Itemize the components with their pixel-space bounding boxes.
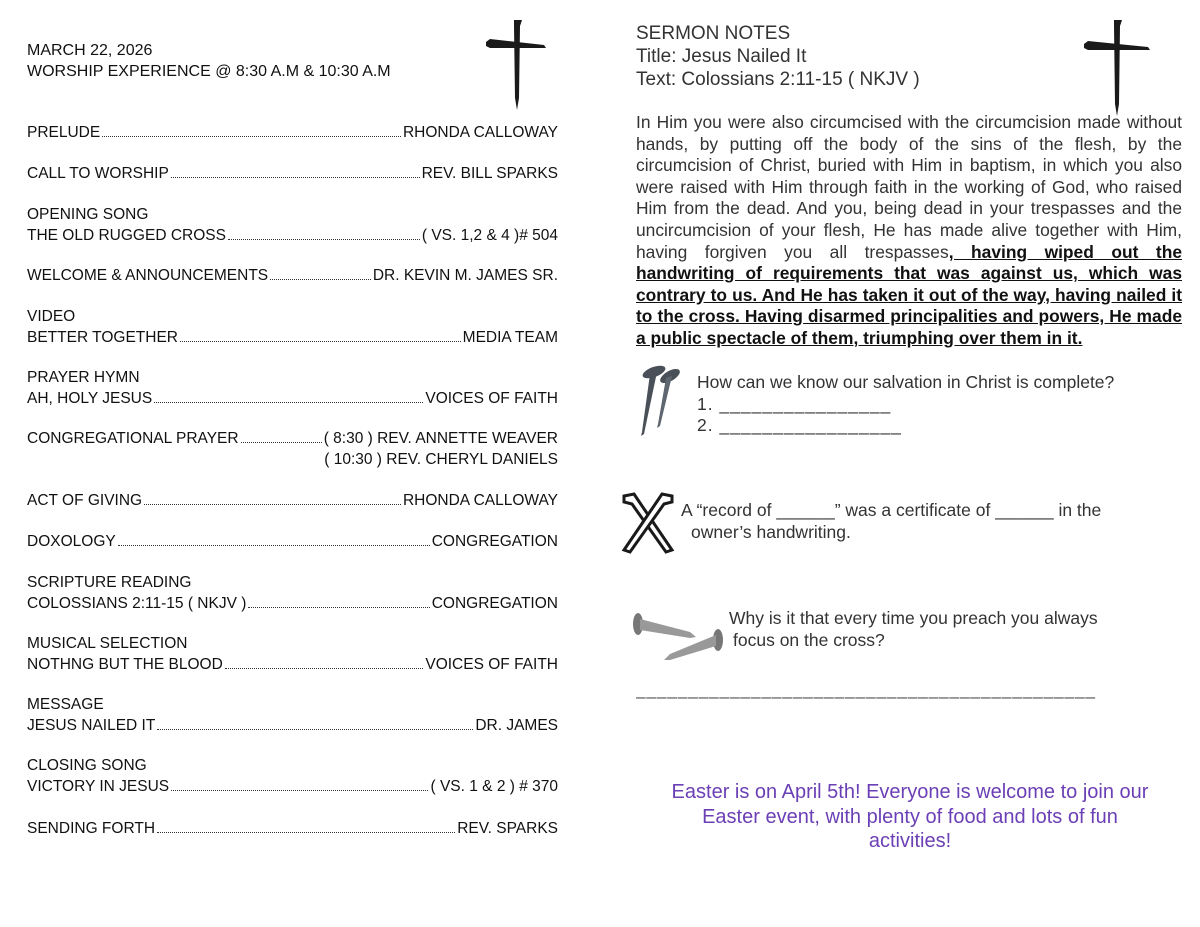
program-item-leader: CONGREGATION xyxy=(431,533,558,550)
program-item-leader: RHONDA CALLOWAY xyxy=(402,492,558,509)
leader-dots xyxy=(180,341,461,342)
program-item-name: COLOSSIANS 2:11-15 ( NKJV ) xyxy=(27,595,247,612)
program-item xyxy=(27,367,558,409)
question-2-text: A “record of ______” was a certificate of ______ in the xyxy=(681,500,1102,520)
sermon-title: Title: Jesus Nailed It xyxy=(636,46,807,67)
program-item-leader: DR. JAMES xyxy=(475,717,558,734)
program-item-leader: CONGREGATION xyxy=(431,595,558,612)
leader-dots xyxy=(144,504,401,505)
question-1-text: How can we know our salvation in Christ is complete? xyxy=(697,372,1115,392)
two-nails-icon xyxy=(630,610,726,664)
program-item-row xyxy=(27,163,558,184)
program-item xyxy=(27,122,558,143)
answer-line-q3[interactable]: ____________________________________________ xyxy=(636,680,1097,699)
program-item-label: MUSICAL SELECTION xyxy=(27,635,188,652)
leader-dots xyxy=(171,790,428,791)
program-item-leader: VOICES OF FAITH xyxy=(425,656,558,673)
program-item xyxy=(27,694,558,736)
nails-icon xyxy=(630,362,686,440)
program-item xyxy=(27,265,558,286)
program-item-label: MESSAGE xyxy=(27,696,104,713)
passage-highlight: , having wiped out the handwriting of requirements that was against us, which was contrary to us. And He has taken it out of the way, having nailed it to the cross. Having disarmed principalities and powers, He made a public spectacle of them, triumphing over them in it. xyxy=(636,241,1182,348)
program-item-name: JESUS NAILED IT xyxy=(27,717,156,734)
program-item-row xyxy=(27,265,558,286)
sermon-text-reference: Text: Colossians 2:11-15 ( NKJV ) xyxy=(636,69,920,90)
leader-dots xyxy=(157,729,473,730)
leader-dots xyxy=(171,177,420,178)
leader-dots xyxy=(248,607,429,608)
nail-cross-icon xyxy=(484,18,548,112)
program-item-row xyxy=(27,818,558,839)
program-item-row xyxy=(27,776,558,797)
leader-dots xyxy=(241,442,322,443)
question-3 xyxy=(729,608,1098,651)
question-3-continued: focus on the cross? xyxy=(733,629,885,650)
program-item-subleader: ( 10:30 ) REV. CHERYL DANIELS xyxy=(324,451,558,468)
leader-dots xyxy=(157,832,455,833)
program-item-label: OPENING SONG xyxy=(27,206,149,223)
sermon-header xyxy=(636,22,920,91)
program-item xyxy=(27,755,558,797)
program-item xyxy=(27,306,558,348)
passage-plain: In Him you were also circumcised with the circumcision made without hands, by putting off the body of the sins of the flesh, by the circumcision of Christ, buried with Him in baptism, in which you also were raised with Him through faith in the working of God, who raised Him from the dead. And you, being dead in your trespasses and the uncircumcision of your flesh, He has made alive together with Him, having forgiven you all trespasses xyxy=(636,112,1182,262)
program-item-row xyxy=(27,428,558,449)
program-item-row xyxy=(27,388,558,409)
program-item-label: CLOSING SONG xyxy=(27,757,147,774)
program-item-name: AH, HOLY JESUS xyxy=(27,390,153,407)
program-item xyxy=(27,163,558,184)
program-item-leader: REV. BILL SPARKS xyxy=(421,165,558,182)
sermon-notes-heading: SERMON NOTES xyxy=(636,23,791,44)
program-item-label: SCRIPTURE READING xyxy=(27,574,192,591)
program-item-name: THE OLD RUGGED CROSS xyxy=(27,227,226,244)
question-3-text: Why is it that every time you preach you always xyxy=(729,608,1098,628)
program-item-name: ACT OF GIVING xyxy=(27,492,143,509)
program-item-row xyxy=(27,122,558,143)
program-item-name: WELCOME & ANNOUNCEMENTS xyxy=(27,267,269,284)
easter-announcement: Easter is on April 5th! Everyone is welcome to join our Easter event, with plenty of food and lots of fun activities! xyxy=(671,781,1149,852)
program-item-name: BETTER TOGETHER xyxy=(27,329,179,346)
program-item-leader: VOICES OF FAITH xyxy=(425,390,558,407)
program-item-name: CONGREGATIONAL PRAYER xyxy=(27,430,239,447)
answer-2-line[interactable]: 2. _________________ xyxy=(697,415,902,435)
program-item-row xyxy=(27,715,558,736)
program-item-label: VIDEO xyxy=(27,308,76,325)
program-item-row xyxy=(27,531,558,552)
program-item-name: SENDING FORTH xyxy=(27,820,156,837)
answer-1-line[interactable]: 1. ________________ xyxy=(697,393,892,414)
program-item-row xyxy=(27,654,558,675)
question-2 xyxy=(681,500,1101,543)
program-item-row xyxy=(27,593,558,614)
program-item-leader: RHONDA CALLOWAY xyxy=(402,124,558,141)
program-item-leader: MEDIA TEAM xyxy=(462,329,558,346)
program-item xyxy=(27,572,558,614)
leader-dots xyxy=(228,239,420,240)
service-times: WORSHIP EXPERIENCE @ 8:30 A.M & 10:30 A.M xyxy=(27,63,391,80)
program-item xyxy=(27,428,558,470)
program-item xyxy=(27,818,558,839)
leader-dots xyxy=(118,545,430,546)
program-item-leader: ( VS. 1,2 & 4 )# 504 xyxy=(421,227,558,244)
crossed-nails-icon xyxy=(618,492,678,556)
leader-dots xyxy=(225,668,424,669)
program-item xyxy=(27,531,558,552)
question-1 xyxy=(697,372,1114,437)
program-item-leader: DR. KEVIN M. JAMES SR. xyxy=(372,267,558,284)
program-item-leader: ( VS. 1 & 2 ) # 370 xyxy=(430,778,558,795)
program-item xyxy=(27,490,558,511)
program-item-row xyxy=(27,490,558,511)
program-item-label: PRAYER HYMN xyxy=(27,369,140,386)
service-date: MARCH 22, 2026 xyxy=(27,42,153,59)
leader-dots xyxy=(102,136,401,137)
program-item-name: NOTHNG BUT THE BLOOD xyxy=(27,656,223,673)
program-item xyxy=(27,633,558,675)
program-item xyxy=(27,204,558,246)
scripture-passage xyxy=(636,112,1182,350)
leader-dots xyxy=(270,279,371,280)
program-item-row xyxy=(27,327,558,348)
bulletin-header xyxy=(27,40,391,82)
program-item-name: VICTORY IN JESUS xyxy=(27,778,170,795)
question-2-continued: owner’s handwriting. xyxy=(691,521,851,542)
program-item-leader: ( 8:30 ) REV. ANNETTE WEAVER xyxy=(323,430,558,447)
program-item-name: CALL TO WORSHIP xyxy=(27,165,169,182)
program-item-name: DOXOLOGY xyxy=(27,533,116,550)
leader-dots xyxy=(154,402,423,403)
nail-cross-icon-right xyxy=(1082,18,1152,118)
program-item-row xyxy=(27,225,558,246)
program-item-name: PRELUDE xyxy=(27,124,101,141)
program-item-leader: REV. SPARKS xyxy=(457,820,558,837)
